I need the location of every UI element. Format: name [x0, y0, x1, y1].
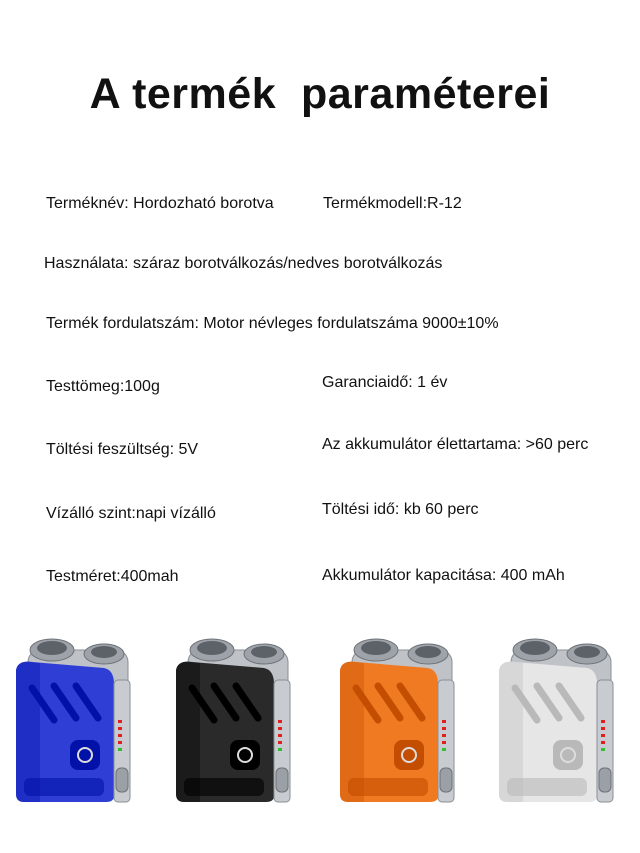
page-title: A termék paraméterei [89, 70, 551, 118]
product-images [0, 628, 640, 808]
spec-size: Testméret:400mah [46, 568, 179, 585]
spec-battery-life: Az akkumulátor élettartama: >60 perc [322, 436, 589, 453]
spec-model: Termékmodell:R-12 [323, 195, 462, 212]
shaver-image-blue [10, 628, 140, 803]
shaver-image-black [170, 628, 300, 803]
shaver-image-orange [334, 628, 464, 803]
spec-waterproof: Vízálló szint:napi vízálló [46, 505, 216, 522]
spec-usage: Használata: száraz borotválkozás/nedves borotválkozás [44, 255, 443, 272]
spec-weight: Testtömeg:100g [46, 378, 160, 395]
spec-speed: Termék fordulatszám: Motor névleges fordulatszáma 9000±10% [46, 315, 499, 332]
shaver-image-white [493, 628, 623, 803]
spec-capacity: Akkumulátor kapacitása: 400 mAh [322, 567, 565, 584]
spec-charge-time: Töltési idő: kb 60 perc [322, 501, 479, 518]
spec-charge-voltage: Töltési feszültség: 5V [46, 441, 199, 458]
spec-warranty: Garanciaidő: 1 év [322, 374, 448, 391]
spec-product-name: Terméknév: Hordozható borotva [46, 195, 274, 212]
